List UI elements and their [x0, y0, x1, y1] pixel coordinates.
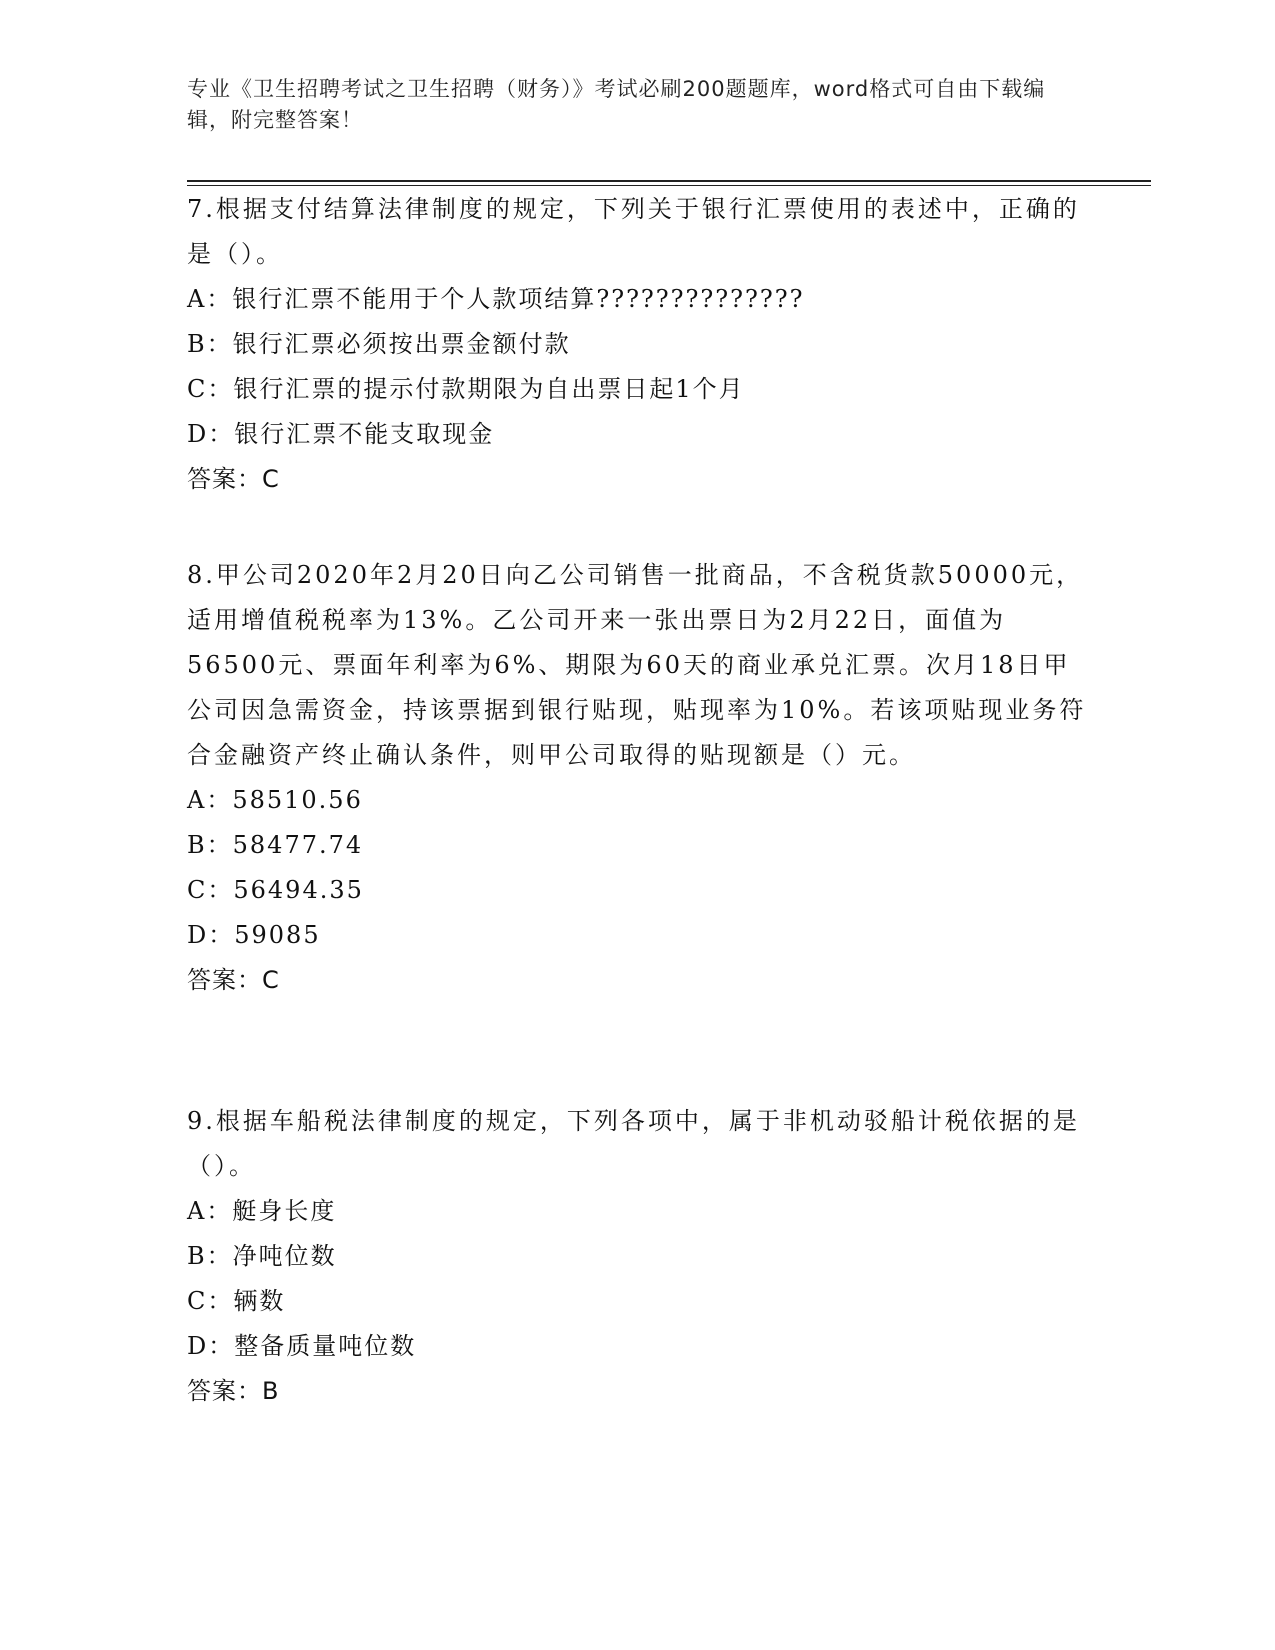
option-b: B：净吨位数 — [187, 1242, 337, 1270]
option-d: D：59085 — [187, 921, 321, 949]
header-divider-thin — [187, 185, 1151, 186]
option-c: C：银行汇票的提示付款期限为自出票日起1个月 — [187, 375, 745, 403]
answer: 答案：B — [187, 1377, 280, 1405]
answer: 答案：C — [187, 966, 280, 994]
option-a: A：艇身长度 — [187, 1197, 337, 1225]
answer: 答案：C — [187, 465, 280, 493]
document-header: 专业《卫生招聘考试之卫生招聘（财务）》考试必刷200题题库，word格式可自由下载编辑，附完整答案！ — [187, 77, 1046, 132]
question-9 — [187, 1099, 1087, 1414]
option-c: C：56494.35 — [187, 876, 364, 904]
header-divider — [187, 180, 1151, 182]
question-7 — [187, 187, 1087, 502]
option-d: D：整备质量吨位数 — [187, 1332, 417, 1360]
question-stem: 8.甲公司2020年2月20日向乙公司销售一批商品，不含税货款50000元，适用增值税税率为13%。乙公司开来一张出票日为2月22日，面值为56500元、票面年利率为6%、期限为60天的商业承兑汇票。次月18日甲公司因急需资金，持该票据到银行贴现，贴现率为10%。若该项贴现业务符合金融资产终止确认条件，则甲公司取得的贴现额是（）元。 — [187, 561, 1087, 769]
option-b: B：银行汇票必须按出票金额付款 — [187, 330, 571, 358]
option-a: A：58510.56 — [187, 786, 363, 814]
option-b: B：58477.74 — [187, 831, 364, 859]
question-stem: 9.根据车船税法律制度的规定，下列各项中，属于非机动驳船计税依据的是（）。 — [187, 1107, 1080, 1180]
question-8 — [187, 553, 1087, 1003]
option-c: C：辆数 — [187, 1287, 286, 1315]
option-a: A：银行汇票不能用于个人款项结算?????????????? — [187, 285, 805, 313]
question-stem: 7.根据支付结算法律制度的规定，下列关于银行汇票使用的表述中，正确的是（）。 — [187, 195, 1080, 268]
option-d: D：银行汇票不能支取现金 — [187, 420, 495, 448]
